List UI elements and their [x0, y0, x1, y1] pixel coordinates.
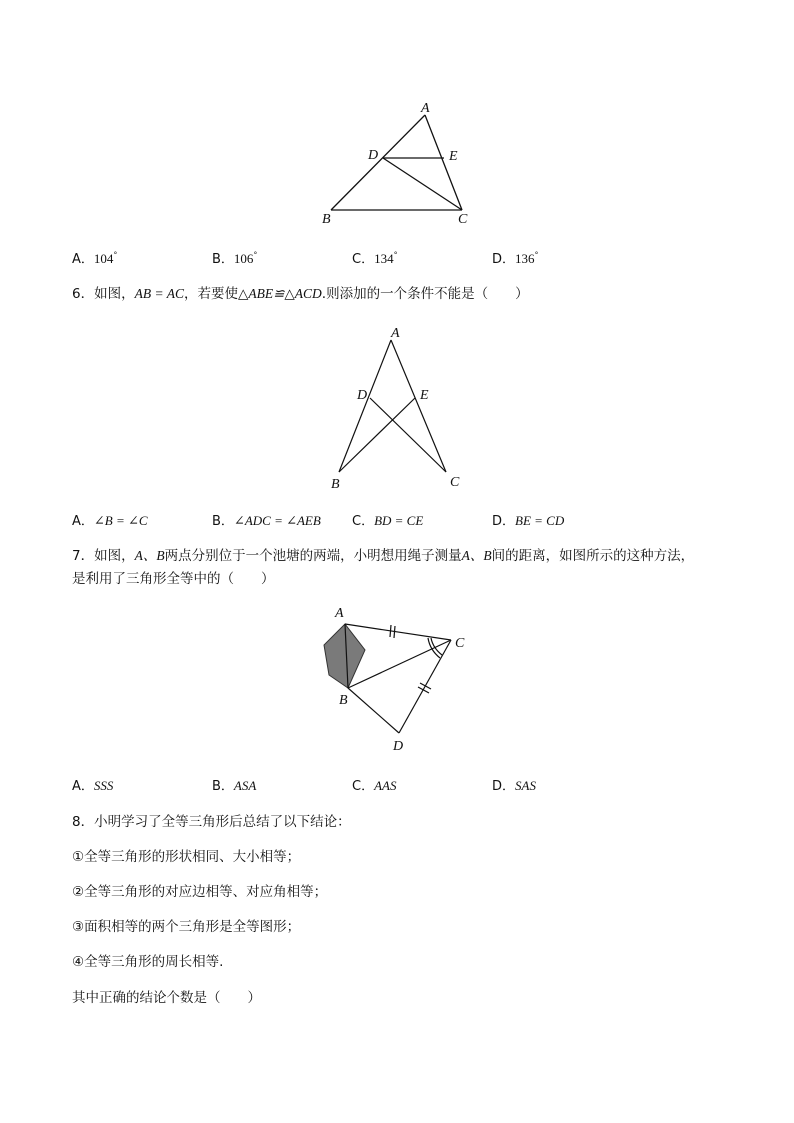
label-b: B: [322, 212, 331, 227]
segment-cd: [399, 640, 451, 733]
option-text: BE = CD: [515, 513, 565, 528]
option-value: 136: [515, 251, 535, 266]
degree-mark: °: [253, 250, 258, 260]
option-letter: B．: [212, 779, 234, 794]
segment-ac: [391, 340, 446, 472]
option-text: ∠ADC = ∠AEB: [233, 513, 321, 528]
label-c: C: [455, 636, 465, 651]
tick-cd-2: [420, 683, 431, 689]
option-value: 104: [93, 251, 114, 266]
option-letter: D．: [492, 252, 516, 267]
segment-dc: [370, 398, 446, 472]
q8-item-1: ①全等三角形的形状相同、大小相等；: [72, 849, 301, 865]
tick-ac-2: [394, 626, 395, 638]
label-d: D: [368, 148, 379, 163]
option-letter: D．: [492, 779, 516, 794]
label-a: A: [335, 606, 344, 621]
q7-text: 间的距离，如图所示的这种方法，: [491, 548, 695, 564]
option-letter: A．: [72, 252, 94, 267]
q7-stem-line1: [72, 545, 694, 567]
q6-option-a[interactable]: [72, 510, 148, 529]
option-text: BD = CE: [374, 513, 424, 528]
option-text: ∠B = ∠C: [93, 513, 148, 528]
q6-mid: ，若要使: [183, 286, 238, 302]
q7-option-d[interactable]: [492, 775, 536, 794]
q6-stem: [72, 283, 529, 305]
q8-item-2: ②全等三角形的对应边相等、对应角相等；: [72, 884, 328, 900]
q5-option-a[interactable]: [72, 248, 117, 267]
q6-option-b[interactable]: [212, 510, 321, 529]
q8-item-4: ④全等三角形的周长相等.: [72, 954, 224, 970]
degree-mark: °: [393, 250, 398, 260]
q7-option-a[interactable]: [72, 775, 113, 794]
option-letter: C．: [352, 514, 375, 529]
label-a: A: [421, 101, 430, 116]
option-value: 134: [374, 251, 394, 266]
option-letter: C．: [352, 252, 375, 267]
option-letter: C．: [352, 779, 375, 794]
q6-lead: 如图，: [94, 286, 135, 302]
q7-ab: A、B: [461, 548, 492, 563]
option-letter: A．: [72, 779, 94, 794]
label-b: B: [331, 477, 340, 492]
q6-option-d[interactable]: [492, 510, 564, 529]
segment-eb: [339, 398, 415, 472]
q8-stem: [72, 811, 351, 833]
q7-text: 如图，: [94, 548, 135, 564]
option-letter: B．: [212, 514, 234, 529]
label-c: C: [450, 475, 460, 490]
question-number: 6．: [72, 286, 95, 302]
label-e: E: [420, 388, 429, 403]
q6-tail: .则添加的一个条件不能是（ ）: [321, 286, 529, 302]
option-letter: B．: [212, 252, 234, 267]
q6-given: AB = AC: [134, 286, 184, 301]
q7-stem-line2: 是利用了三角形全等中的（ ）: [72, 571, 275, 587]
tick-cd-1: [418, 687, 429, 693]
q5-option-c[interactable]: [352, 248, 398, 267]
label-c: C: [458, 212, 468, 227]
figure-triangle-de-parallel: [318, 96, 488, 231]
figure-pond-measurement: [315, 600, 485, 760]
q7-ab: A、B: [134, 548, 165, 563]
tick-ac-1: [390, 625, 391, 637]
q7-text: 两点分别位于一个池塘的两端，小明想用绳子测量: [164, 548, 462, 564]
option-text: SAS: [515, 778, 536, 793]
pond-shape: [324, 624, 365, 688]
figure-isosceles-crossing: [320, 320, 480, 495]
q5-option-b[interactable]: [212, 248, 257, 267]
question-number: 7．: [72, 548, 95, 564]
option-letter: A．: [72, 514, 94, 529]
label-b: B: [339, 693, 348, 708]
q7-option-c[interactable]: [352, 775, 396, 794]
option-value: 106: [233, 251, 254, 266]
degree-mark: °: [113, 250, 118, 260]
option-text: SSS: [93, 778, 114, 793]
q6-option-c[interactable]: [352, 510, 423, 529]
q8-item-3: ③面积相等的两个三角形是全等图形；: [72, 919, 301, 935]
option-text: ASA: [233, 778, 257, 793]
q5-option-d[interactable]: [492, 248, 539, 267]
question-number: 8．: [72, 814, 95, 830]
segment-bd: [348, 688, 399, 733]
label-e: E: [449, 149, 458, 164]
segment-ab: [339, 340, 391, 472]
label-d: D: [357, 388, 368, 403]
q8-question: 其中正确的结论个数是（ ）: [72, 990, 261, 1006]
label-d: D: [393, 739, 404, 754]
segment-dc: [383, 158, 462, 210]
option-letter: D．: [492, 514, 516, 529]
segment-ac: [345, 624, 451, 640]
option-text: AAS: [374, 778, 397, 793]
q8-intro: 小明学习了全等三角形后总结了以下结论：: [94, 814, 351, 830]
q7-option-b[interactable]: [212, 775, 256, 794]
q6-condition: △ABE≌△ACD: [237, 286, 322, 301]
label-a: A: [391, 326, 400, 341]
degree-mark: °: [534, 250, 539, 260]
